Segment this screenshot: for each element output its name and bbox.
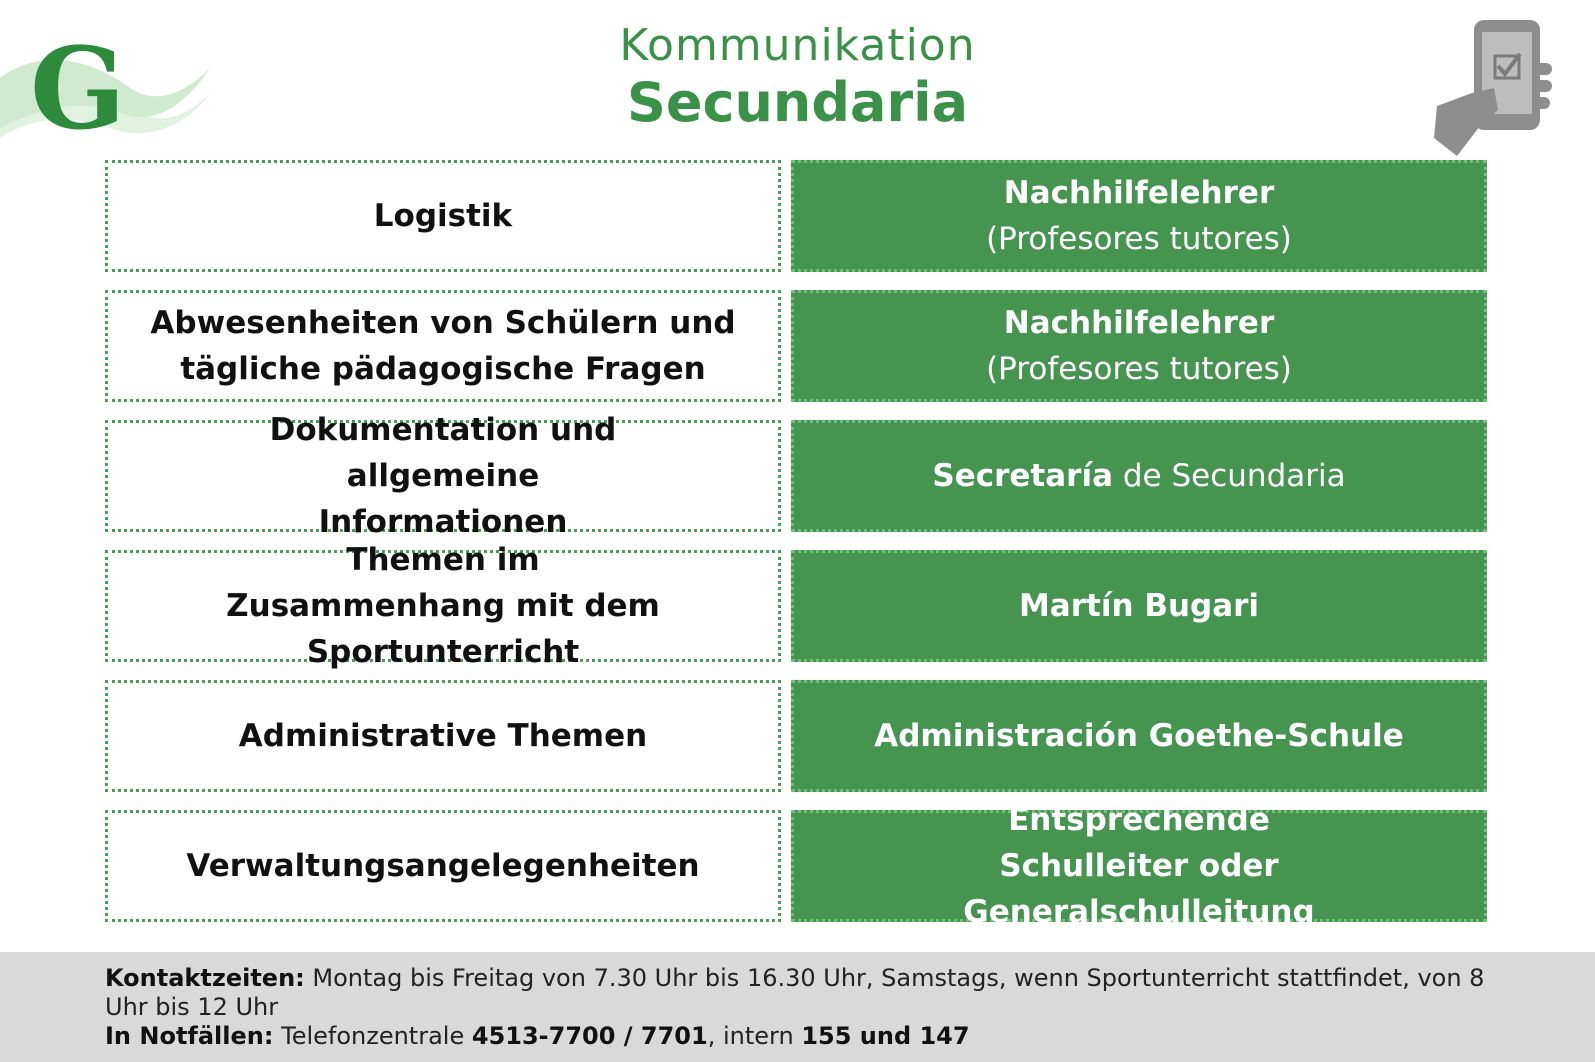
table-row [105, 412, 1495, 540]
topic-label: Abwesenheiten von Schülern und tägliche pädagogische Fragen [150, 305, 736, 387]
emergency-text: Telefonzentrale [281, 1022, 465, 1050]
hours-text: Montag bis Freitag von 7.30 Uhr bis 16.30 Uhr, Samstags, wenn Sportunterricht stattfindet, von 8 Uhr bis 12 Uhr [105, 964, 1485, 1021]
emergency-info [105, 1022, 1490, 1051]
emergency-extensions: 155 und 147 [801, 1022, 970, 1050]
topic-cell [105, 160, 781, 272]
topic-label: Administrative Themen [238, 718, 648, 754]
topic-label: Dokumentation und allgemeine Informationen [269, 412, 617, 540]
contact-name: Administración Goethe-Schule [874, 718, 1404, 754]
page-subtitle: Secundaria [626, 71, 969, 134]
contact-name: Martín Bugari [1018, 588, 1260, 624]
contact-detail: (Profesores tutores) [986, 221, 1292, 257]
contact-cell [791, 420, 1487, 532]
emergency-numbers: 4513-7700 / 7701 [471, 1022, 708, 1050]
topic-cell [105, 810, 781, 922]
topic-cell [105, 680, 781, 792]
contact-cell [791, 802, 1487, 930]
emergency-label: In Notfällen: [105, 1022, 274, 1050]
contact-cell [791, 160, 1487, 272]
contact-footer [0, 952, 1595, 1062]
svg-text:G: G [30, 24, 126, 143]
contact-name: Nachhilfelehrer [1003, 305, 1275, 341]
topic-label: Themen im Zusammenhang mit dem Sportunterricht [226, 542, 660, 670]
table-row [105, 542, 1495, 670]
hours-label: Kontaktzeiten: [105, 964, 305, 992]
table-row [105, 680, 1495, 792]
contact-cell [791, 680, 1487, 792]
page-header [0, 20, 1595, 134]
topic-label: Verwaltungsangelegenheiten [186, 848, 700, 884]
contact-name: Secretaría [932, 458, 1114, 494]
contact-cell [791, 290, 1487, 402]
contact-name: Nachhilfelehrer [1003, 175, 1275, 211]
table-row [105, 160, 1495, 272]
table-row [105, 290, 1495, 402]
page-title: Kommunikation [619, 20, 976, 71]
emergency-intern-text: , intern [707, 1022, 794, 1050]
topic-cell [105, 542, 781, 670]
contact-detail: de Secundaria [1122, 458, 1346, 494]
contact-name: Entsprechende Schulleiter oder Generalschulleitung [963, 802, 1315, 930]
contact-hours [105, 964, 1490, 1022]
topic-cell [105, 290, 781, 402]
table-row [105, 802, 1495, 930]
topic-cell [105, 412, 781, 540]
contact-cell [791, 550, 1487, 662]
contact-detail: (Profesores tutores) [986, 351, 1292, 387]
topic-label: Logistik [373, 198, 513, 234]
